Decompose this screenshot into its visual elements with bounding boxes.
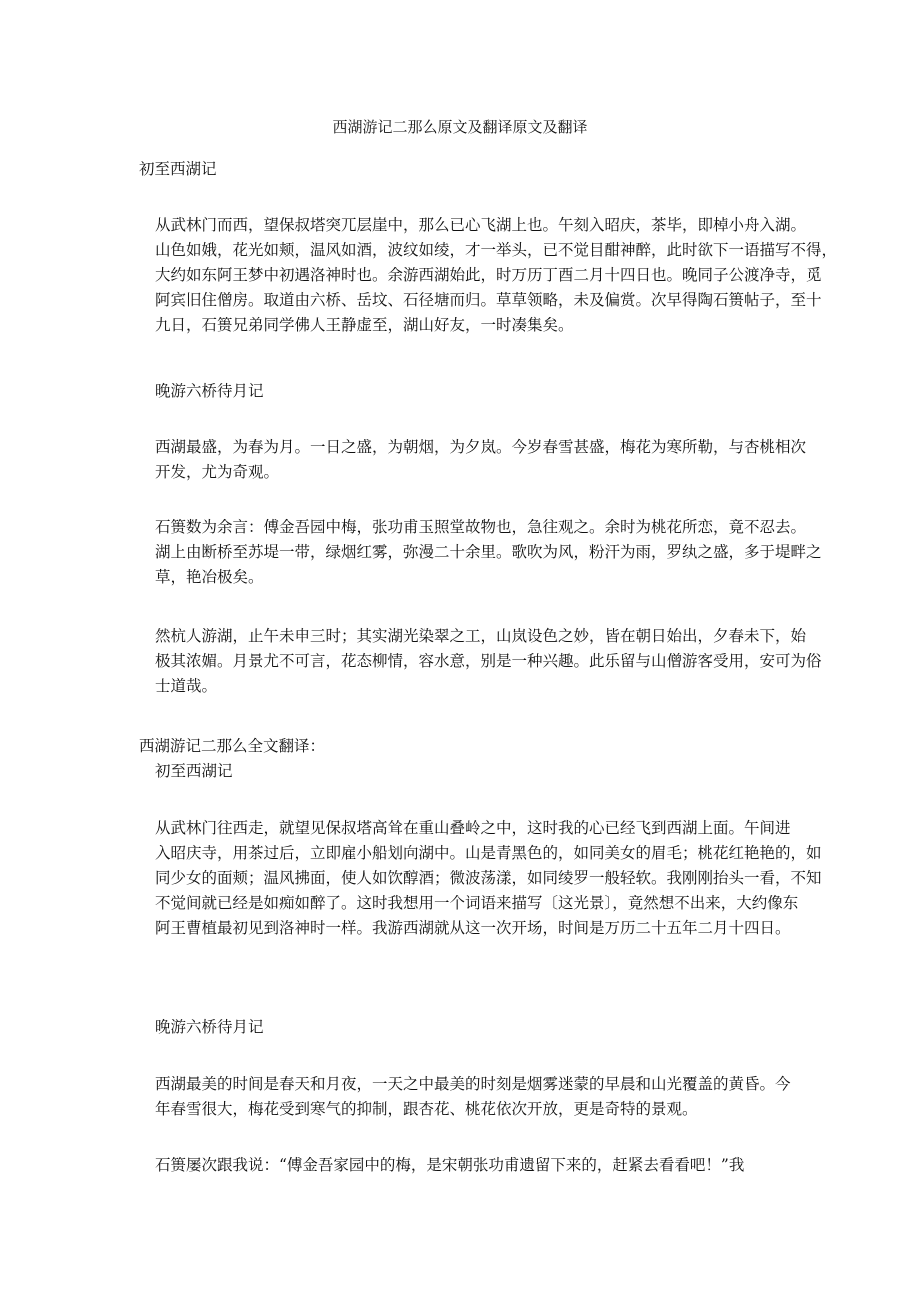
section-heading: 初至西湖记 [155,762,233,780]
paragraph-line: 年春雪很大，梅花受到寒气的抑制，跟杏花、桃花依次开放，更是奇特的景观。 [155,1100,698,1118]
paragraph [139,515,822,590]
paragraph-line: 山色如娥，花光如颊，温风如酒，波纹如绫，才一举头，已不觉目酣神醉，此时欲下一语描写不得， [155,241,838,259]
paragraph-line: 入昭庆寺，用茶过后，立即雇小船划向湖中。山是青黑色的，如同美女的眉毛；桃花红艳艳的，如 [155,844,822,862]
paragraph-line: 开发，尤为奇观。 [155,463,280,481]
paragraph-line: 大约如东阿王梦中初遇洛神时也。余游西湖始此，时万历丁酉二月十四日也。晚同子公渡净寺，觅 [155,266,822,284]
translation-heading: 西湖游记二那么全文翻译： [139,737,326,755]
paragraph-line: 同少女的面颊；温风拂面，使人如饮醇酒；微波荡漾，如同绫罗一般轻软。我刚刚抬头一看，不知 [155,869,822,887]
paragraph-line: 从武林门而西，望保叔塔突兀层崖中，那么已心飞湖上也。午刻入昭庆，茶毕，即棹小舟入湖。 [155,216,807,234]
paragraph-line: 草，艳冶极矣。 [155,568,264,586]
section-heading: 初至西湖记 [139,160,217,178]
paragraph-line: 不觉间就已经是如痴如醉了。这时我想用一个词语来描写〔这光景〕，竟然想不出来，大约像东 [155,894,799,912]
paragraph-line: 九日，石篑兄弟同学佛人王静虚至，湖山好友，一时凑集矣。 [155,316,574,334]
paragraph-line: 阿王曹植最初见到洛神时一样。我游西湖就从这一次开场，时间是万历二十五年二月十四日。 [155,919,791,937]
paragraph-line: 湖上由断桥至苏堤一带，绿烟红雾，弥漫二十余里。歌吹为风，粉汗为雨，罗纨之盛，多于堤畔之 [155,543,822,561]
paragraph-line: 西湖最盛，为春为月。一日之盛，为朝烟，为夕岚。今岁春雪甚盛，梅花为寒所勒，与杏桃相次 [155,438,807,456]
paragraph-line: 从武林门往西走，就望见保叔塔高耸在重山叠岭之中，这时我的心已经飞到西湖上面。午间进 [155,819,791,837]
paragraph-line: 阿宾旧住僧房。取道由六桥、岳坟、石径塘而归。草草领略，未及偏赏。次早得陶石篑帖子，至十 [155,291,822,309]
paragraph [139,213,838,338]
paragraph [139,816,822,941]
paragraph [139,624,822,699]
paragraph-line: 然杭人游湖，止午未申三时；其实湖光染翠之工，山岚设色之妙，皆在朝日始出，夕春未下，始 [155,627,807,645]
section-heading: 晚游六桥待月记 [155,382,264,400]
paragraph: 石篑屡次跟我说：“傅金吾家园中的梅，是宋朝张功甫遗留下来的，赶紧去看看吧！”我 [155,1156,745,1174]
paragraph [139,435,807,485]
paragraph-line: 极其浓媚。月景尤不可言，花态柳情，容水意，别是一种兴趣。此乐留与山僧游客受用，安可为俗 [155,652,822,670]
paragraph-line: 西湖最美的时间是春天和月夜，一天之中最美的时刻是烟雾迷蒙的早晨和山光覆盖的黄昏。今 [155,1075,791,1093]
document-title: 西湖游记二那么原文及翻译原文及翻译 [332,118,588,136]
paragraph-line: 士道哉。 [155,677,218,695]
section-heading: 晚游六桥待月记 [155,1018,264,1036]
paragraph-line: 石篑数为余言：傅金吾园中梅，张功甫玉照堂故物也，急往观之。余时为桃花所恋，竟不忍去。 [155,518,807,536]
paragraph [139,1072,791,1122]
